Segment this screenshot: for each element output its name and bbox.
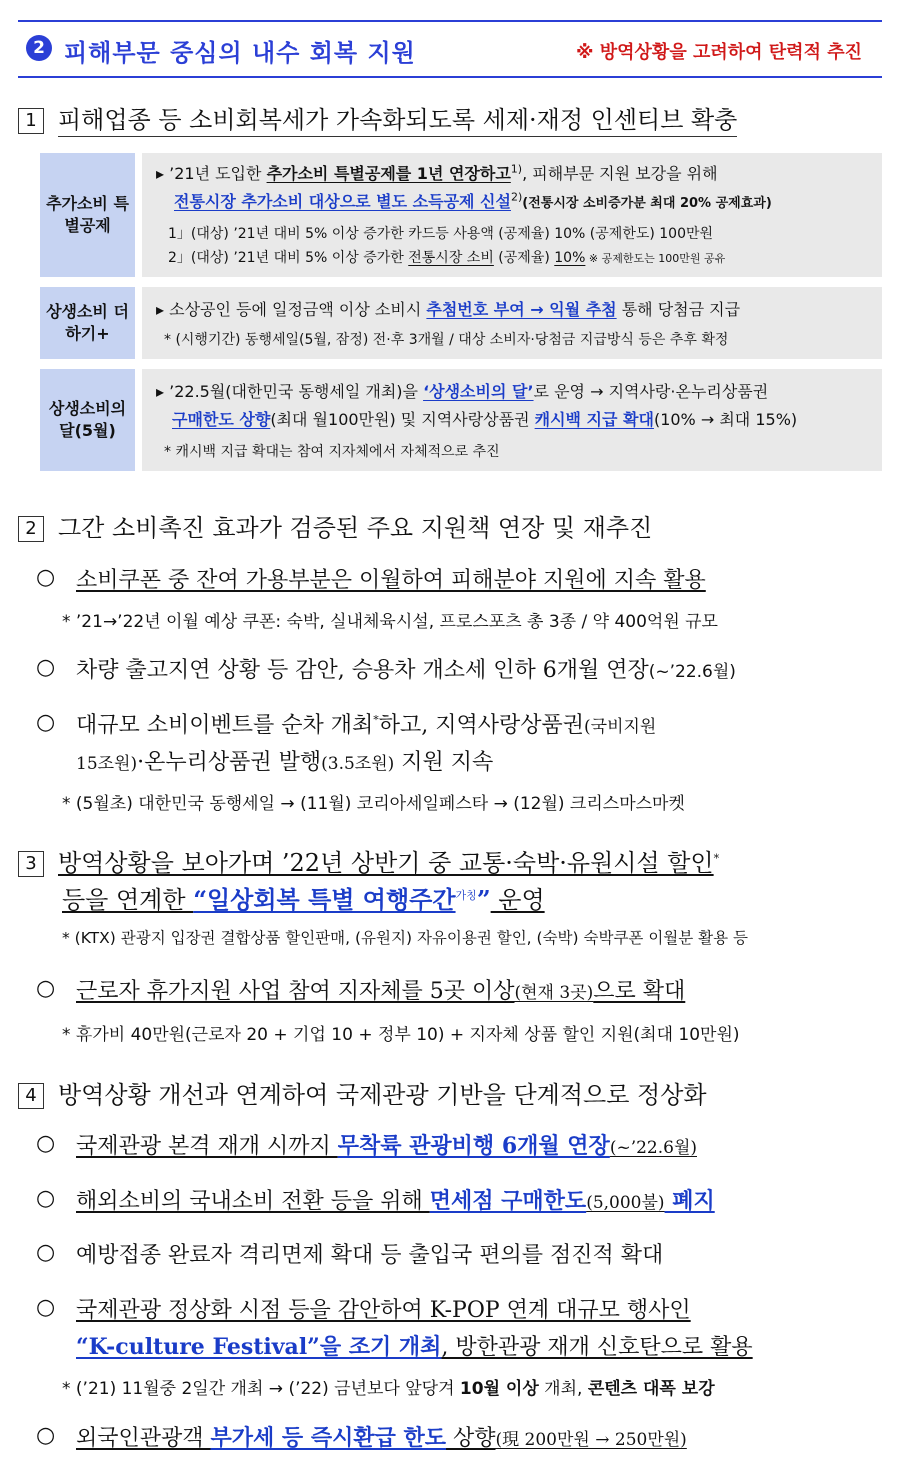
s4-bullet-kculture-line2: “K-culture Festival”을 조기 개최, 방한관광 재개 신호탄으로 활용 xyxy=(76,1334,753,1360)
bullet-marker: ○ xyxy=(36,655,56,680)
plus-line-1: ▸ 소상공인 등에 일정금액 이상 소비시 추첨번호 부여 → 익월 추첨 통해 당첨금 지급 xyxy=(156,300,741,319)
bullet-marker: ○ xyxy=(36,1240,56,1265)
s2-note-coupon: * ’21→’22년 이월 예상 쿠폰: 숙박, 실내체육시설, 프로스포츠 총 3종 / 약 400억원 규모 xyxy=(62,612,718,632)
section-2-title: 그간 소비촉진 효과가 검증된 주요 지원책 연장 및 재추진 xyxy=(58,514,653,542)
s2-note-events: * (5월초) 대한민국 동행세일 → (11월) 코리아세일페스타 → (12월) 크리스마스마켓 xyxy=(62,794,685,814)
section-header xyxy=(18,20,882,78)
s4-note-kculture: * (’21) 11월중 2일간 개최 → (’22) 금년보다 앞당겨 10월 이상 개최, 콘텐츠 대폭 보강 xyxy=(62,1379,715,1399)
bullet-marker: ○ xyxy=(36,1423,56,1448)
s3-note-vacation: * 휴가비 40만원(근로자 20 + 기업 10 + 정부 10) + 지자체 상품 할인 지원(최대 10만원) xyxy=(62,1025,740,1045)
row-label-shared-consumption-plus: 상생소비 더하기+ xyxy=(40,287,135,359)
section-2-heading xyxy=(18,508,652,543)
s2-bullet-vehicle-tax: 차량 출고지연 상황 등 감안, 승용차 개소세 인하 6개월 연장(~’22.6월) xyxy=(76,658,736,683)
bullet-marker: ○ xyxy=(36,976,56,1001)
header-number-badge: 2 xyxy=(26,35,52,61)
deduction-line-1: ▸ ’21년 도입한 추가소비 특별공제를 1년 연장하고$^{1)}$, 피해부문 지원 보강을 위해 xyxy=(156,162,718,183)
bullet-marker: ○ xyxy=(36,1295,56,1320)
s2-bullet-events-line2: 15조원)·온누리상품권 발행(3.5조원) 지원 지속 xyxy=(76,750,494,775)
bullet-marker: ○ xyxy=(36,1186,56,1211)
plus-line-2: * (시행기간) 동행세일(5월, 잠정) 전·후 3개월 / 대상 소비자·당첨금 지급방식 등은 추후 확정 xyxy=(164,332,729,348)
month-line-3: * 캐시백 지급 확대는 참여 지자체에서 자체적으로 추진 xyxy=(164,444,500,460)
s4-bullet-no-landing-flight: 국제관광 본격 재개 시까지 무착륙 관광비행 6개월 연장(~’22.6월) xyxy=(76,1133,697,1159)
s4-bullet-duty-free: 해외소비의 국내소비 전환 등을 위해 면세점 구매한도(5,000불) 폐지 xyxy=(76,1188,715,1214)
section-1-title: 피해업종 등 소비회복세가 가속화되도록 세제·재정 인센티브 확충 xyxy=(58,106,737,137)
s4-bullet-kculture-line1: 국제관광 정상화 시점 등을 감안하여 K-POP 연계 대규모 행사인 xyxy=(76,1298,691,1323)
s4-bullet-vat-refund: 외국인관광객 부가세 등 즉시환급 한도 상향(現 200만원 → 250만원) xyxy=(76,1425,687,1451)
row-label-special-deduction: 추가소비 특별공제 xyxy=(40,153,135,277)
section-4-heading xyxy=(18,1075,707,1110)
bullet-marker: ○ xyxy=(36,1131,56,1156)
header-note: ※ 방역상황을 고려하여 탄력적 추진 xyxy=(576,42,862,63)
row-content-shared-consumption-plus xyxy=(142,287,882,359)
section-4-number: 4 xyxy=(18,1083,44,1109)
s2-bullet-coupon: 소비쿠폰 중 잔여 가용부분은 이월하여 피해분야 지원에 지속 활용 xyxy=(76,568,706,593)
section-1-heading xyxy=(18,100,737,135)
section-1-number: 1 xyxy=(18,108,44,134)
s3-bullet-vacation-support: 근로자 휴가지원 사업 참여 지자체를 5곳 이상(현재 3곳)으로 확대 xyxy=(76,979,686,1004)
section-3-number: 3 xyxy=(18,851,44,877)
s3-note-discounts: * (KTX) 관광지 입장권 결합상품 할인판매, (유원지) 자유이용권 할인, (숙박) 숙박쿠폰 이월분 활용 등 xyxy=(62,929,749,947)
section-2-number: 2 xyxy=(18,516,44,542)
bullet-marker: ○ xyxy=(36,710,56,735)
section-3-heading: 3 방역상황을 보아가며 ’22년 상반기 중 교통·숙박·유원시설 할인* xyxy=(18,843,719,878)
deduction-footnote-1: 1」(대상) ’21년 대비 5% 이상 증가한 카드등 사용액 (공제율) 10% (공제한도) 100만원 xyxy=(168,226,714,242)
section-3-heading-line2: 등을 연계한 “일상회복 특별 여행주간$^{가칭}$” 운영 xyxy=(62,885,545,914)
row-content-consumption-month xyxy=(142,369,882,471)
s4-bullet-quarantine: 예방접종 완료자 격리면제 확대 등 출입국 편의를 점진적 확대 xyxy=(76,1243,664,1268)
bullet-marker: ○ xyxy=(36,565,56,590)
deduction-footnote-2: 2」(대상) ’21년 대비 5% 이상 증가한 전통시장 소비 (공제율) 10% ※ 공제한도는 100만원 공유 xyxy=(168,250,726,266)
deduction-line-2: 전통시장 추가소비 대상으로 별도 소득공제 신설$^{2)}$(전통시장 소비증가분 최대 20% 공제효과) xyxy=(174,190,772,211)
section-4-title: 방역상황 개선과 연계하여 국제관광 기반을 단계적으로 정상화 xyxy=(58,1081,707,1109)
row-content-special-deduction xyxy=(142,153,882,277)
s2-bullet-events-line1: 대규모 소비이벤트를 순차 개최*하고, 지역사랑상품권(국비지원 xyxy=(76,713,657,738)
header-title: 피해부문 중심의 내수 회복 지원 xyxy=(64,39,416,67)
month-line-1: ▸ ’22.5월(대한민국 동행세일 개최)을 ‘상생소비의 달’로 운영 → 지역사랑·온누리상품권 xyxy=(156,382,769,401)
month-line-2: 구매한도 상향(최대 월100만원) 및 지역사랑상품권 캐시백 지급 확대(10% → 최대 15%) xyxy=(172,410,798,429)
row-label-consumption-month: 상생소비의 달(5월) xyxy=(40,369,135,471)
